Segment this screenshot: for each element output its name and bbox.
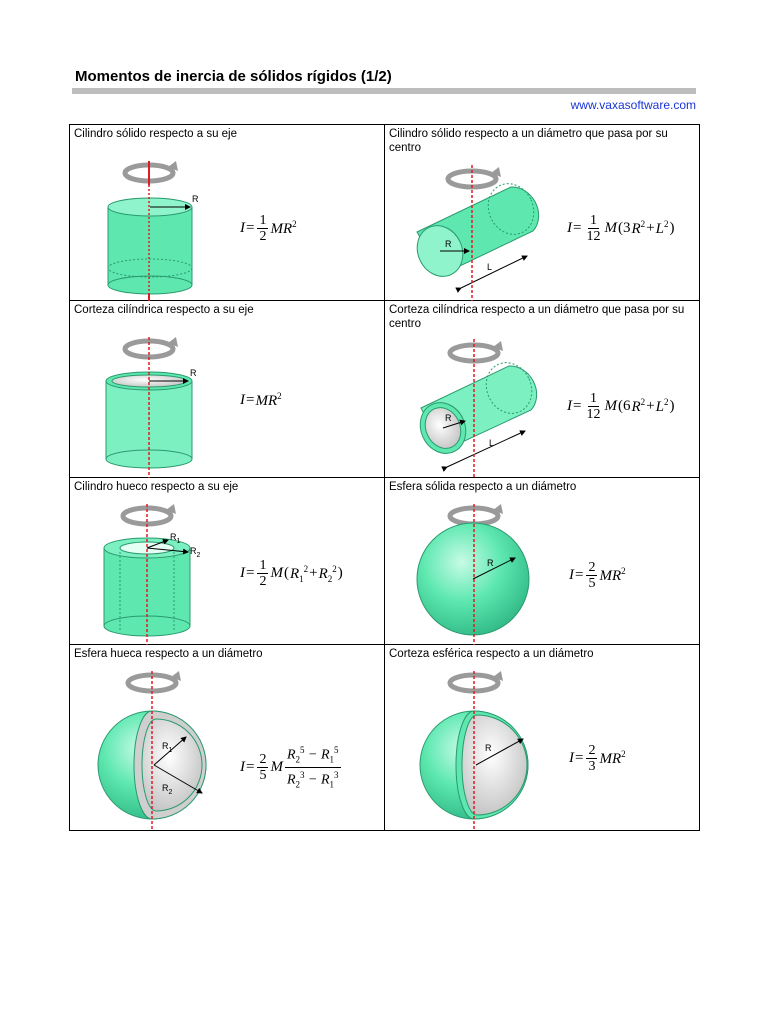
cell-hollow-sphere	[70, 645, 385, 831]
svg-text:R: R	[192, 194, 199, 204]
rotation-arrow-icon	[125, 161, 178, 181]
svg-text:R: R	[445, 413, 452, 423]
formula: I = $MR^2$	[240, 391, 282, 409]
cell-label: Corteza cilíndrica respecto a su eje	[74, 304, 254, 316]
formula: I = $\frac{1}{2}$ M ( $R_1^2$ + $R_2^2$ )	[240, 558, 343, 589]
cell-cylindrical-shell-axis	[70, 301, 385, 478]
svg-text:R: R	[445, 239, 452, 249]
svg-text:R2: $R_2$	[162, 783, 173, 796]
svg-text:R1: $R_1$	[170, 532, 181, 545]
cell-label: Esfera hueca respecto a un diámetro	[74, 648, 263, 660]
svg-text:L: L	[489, 438, 495, 448]
website-link[interactable]: www.vaxasoftware.com	[570, 98, 696, 112]
title-underline-bar	[72, 88, 696, 94]
rotation-arrow-icon	[448, 167, 501, 187]
svg-text:R1: $R_1$	[162, 741, 173, 754]
cell-label: Corteza esférica respecto a un diámetro	[389, 648, 594, 660]
cell-label: Cilindro hueco respecto a su eje	[74, 481, 239, 493]
svg-text:R: R	[487, 558, 494, 568]
cell-label: Corteza cilíndrica respecto a un diámetro que pasa por su centro	[389, 304, 685, 330]
cell-hollow-cylinder-axis	[70, 478, 385, 645]
spherical-shell-figure	[385, 645, 705, 831]
cell-label: Cilindro sólido respecto a su eje	[74, 128, 238, 140]
rotation-arrow-icon	[123, 504, 176, 524]
rotation-arrow-icon	[450, 341, 503, 361]
cell-solid-cylinder-diameter	[385, 125, 700, 301]
solid-cylinder-figure	[70, 125, 370, 301]
svg-text:R2: $R_2$	[190, 546, 201, 559]
rotation-arrow-icon	[450, 504, 503, 524]
cell-label: Esfera sólida respecto a un diámetro	[389, 481, 577, 493]
hollow-sphere-figure	[70, 645, 370, 831]
rotation-arrow-icon	[450, 671, 503, 691]
svg-text:R: R	[190, 368, 197, 378]
solid-sphere-figure	[385, 478, 705, 645]
formula: I = $\frac{2}{5}$ $MR^2$	[569, 560, 626, 591]
formula: I = $\frac{1}{2}$ $MR^2$	[240, 213, 297, 244]
cell-cylindrical-shell-diameter	[385, 301, 700, 478]
cylindrical-shell-diameter-figure	[385, 301, 705, 478]
formula: I = $\frac{1}{12}$ M (3 $R^2$ + $L^2$ )	[567, 213, 675, 244]
cell-spherical-shell	[385, 645, 700, 831]
cell-solid-sphere	[385, 478, 700, 645]
page-title: Momentos de inercia de sólidos rígidos (1/2)	[75, 68, 392, 85]
moments-table	[69, 124, 700, 831]
svg-text:L: L	[487, 262, 493, 272]
cylindrical-shell-figure	[70, 301, 370, 478]
cell-solid-cylinder-axis	[70, 125, 385, 301]
formula: I = $\frac{2}{3}$ $MR^2$	[569, 743, 626, 774]
formula: I = $\frac{2}{5}$ M $\frac{R_2^5 - R_1^5}{R_2^3 - R_1^3}$	[240, 745, 339, 790]
formula: I = $\frac{1}{12}$ M (6 $R^2$ + $L^2$ )	[567, 391, 675, 422]
cell-label: Cilindro sólido respecto a un diámetro que pasa por su centro	[389, 128, 668, 154]
rotation-arrow-icon	[128, 671, 181, 691]
svg-text:R: R	[485, 743, 492, 753]
rotation-arrow-icon	[125, 337, 178, 357]
